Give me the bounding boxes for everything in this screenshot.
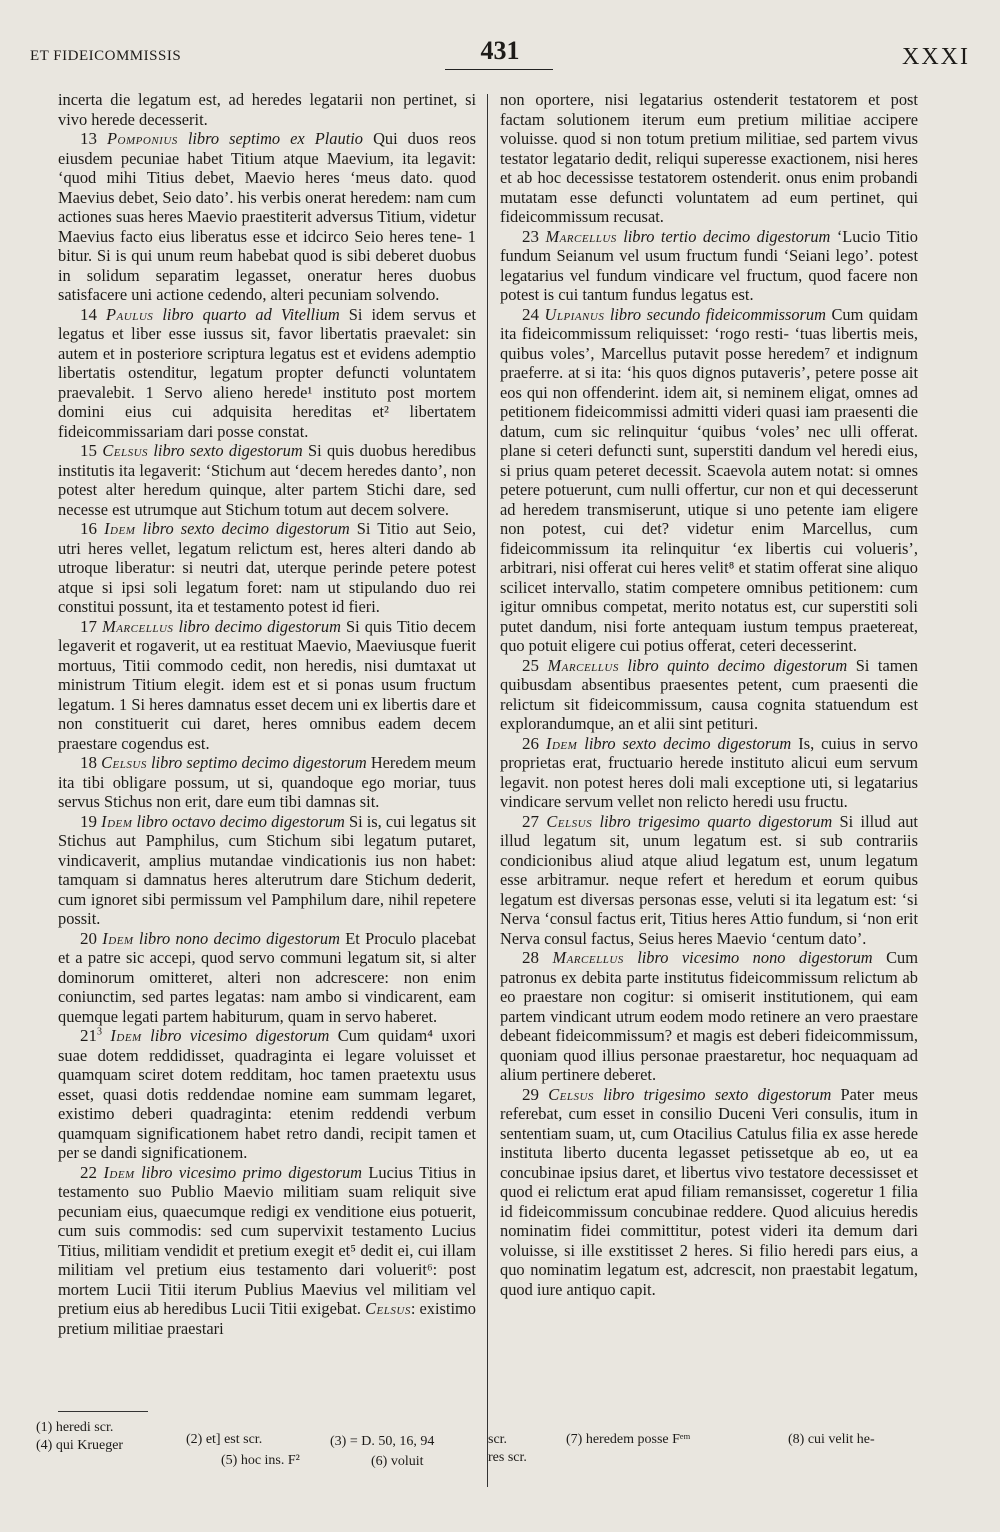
- section-number: 2: [679, 1240, 688, 1260]
- section-number: 1: [119, 694, 128, 714]
- fragment-number: 27: [522, 811, 539, 831]
- fragment-source: libro nono decimo digestorum: [138, 928, 340, 948]
- fragment-text: Si tamen quibusdam absentibus praesentes petent, cum praesenti die relictum sit fideicommissum, causa cognita statuendum est explorandumque, an et alii sint petituri.: [500, 655, 918, 733]
- continuation-text: non oportere, nisi legatarius ostenderit testatorem et post factam solutionem iterum eum pretium militiae accipere voluisse. quod si non totum pretium militiae, sed partem vivus testator legatario dedit, reliqui superesse exactionem, nisi heres et ab hoc decessisse testatorem ostenderit. onus enim probandi mutatam esse defuncti voluntatem ad eum pertinet, qui fideicommissum recusat.: [500, 90, 918, 226]
- fragment-author: Idem: [103, 1162, 135, 1182]
- footnotes-left: [36, 1420, 481, 1480]
- fragment-source: libro sexto decimo digestorum: [142, 519, 350, 538]
- fragment-number: 19: [80, 811, 97, 831]
- fragment-author: Idem: [102, 928, 134, 948]
- section-text: Si heres damnatus esset decem uni ex libertis dare et non constituerit cui daret, heres omnibus eadem decem praestare cogendus est.: [58, 694, 476, 753]
- footnote-6-cont: scr.: [488, 1432, 508, 1447]
- section-text: Servo alieno herede¹ instituto post mortem domini eius cui adquisita hereditas et² libertatem fideicommissariam dari posse constat.: [58, 382, 476, 441]
- fragment-text: Si idem servus et legatus et liber esse iussus sit, favor libertatis praevalet: sin autem et in posteriore scriptura legatus est et evidens ademptio libertatis ostenditur, legatum propter defuncti voluntatem praevalebit.: [58, 304, 477, 402]
- fragment-20: [58, 929, 476, 1027]
- continuation-text: incerta die legatum est, ad heredes legatarii non pertinet, si vivo herede decesserit.: [58, 90, 476, 129]
- fragment-source: libro quarto ad Vitellium: [162, 304, 340, 324]
- fragment-author: Marcellus: [547, 655, 619, 675]
- fragment-source: libro quinto decimo digestorum: [627, 655, 848, 675]
- fragment-17: [58, 617, 476, 754]
- column-divider: [487, 94, 488, 1487]
- fragment-number: 18: [80, 753, 97, 772]
- fragment-16: [58, 519, 476, 617]
- footnote-4: (4) qui Krueger: [36, 1438, 124, 1453]
- fragment-text: Lucius Titius in testamento suo Publio Maevio militiam suam reliquit sive pecuniam eius, quaecumque redigi ex venditione eius potuerit, cum suis commodis: sed cum supervixit testamento Lucius Titius, militiam vendidit et pretium exegit et⁵ dedit ei, cui illam militiam vel pretium eius testamento dari voluerit⁶: post mortem Lucii Titii iterum Publius Maevius vel militiam vel pretium eius ab heredibus Lucii Titii exigebat.: [58, 1162, 477, 1318]
- fragment-tail-text: : existimo pretium militiae praestari: [58, 1299, 476, 1338]
- section-text: heres. Si filio heredi pars eius, a quo nominatim legatum est, adcrescit, non praestabit legatum, quod iure antiquo capit.: [500, 1240, 918, 1299]
- section-number: 1: [145, 382, 154, 402]
- fragment-text: Cum patronus ex debita parte institutus fideicommissum relictum ab eo praestare non cogitur: si omiserit institutionem, qui eam partem vindicant utrum eodem modo retinere an vero praestare debeant fideicommissum? et magis est deberi fideicommissum, quoniam quod illius personae praestaretur, hoc nequaquam ad alium pertinere deberet.: [500, 948, 918, 1084]
- fragment-14: [58, 305, 476, 442]
- fragment-22: [58, 1163, 476, 1339]
- fragment-number: 14: [80, 304, 97, 324]
- fragment-24: [500, 305, 918, 656]
- fragment-number: 22: [80, 1162, 97, 1182]
- fragment-text: Si illud aut illud legatum sit, unum legatum est. si sub contrariis condicionibus aliud atque aliud legatum est, unum legatum esse arbitramur. neque refert et heredum et eorum quibus legatum est diversas personas esse, veluti si ita legatum est: ‘si Nerva ‘consul factus erit, Titius heres Attio fundum, si ‘non erit Nerva consul factus, Seius heres Maevio ‘centum dato’.: [500, 811, 918, 948]
- fragment-text: Qui duos reos eiusdem pecuniae habet Titium atque Maevium, ita legavit: ‘quod mihi Titius debet, Maevio heres ‘meus dato. quod Maevius debet, Seio dato’. his verbis onerat heredem: nam cum actiones suas heres Maevio praestiterit adversus Titium, videtur Maevius facto eius liberatus esse et idcirco Seio heres tene-: [58, 129, 476, 246]
- section-number: 1: [878, 1182, 887, 1201]
- fragment-source: libro octavo decimo digestorum: [136, 811, 345, 831]
- fragment-source: libro vicesimo nono digestorum: [637, 948, 873, 967]
- right-column: [500, 90, 918, 1299]
- fragment-26: [500, 734, 918, 812]
- fragment-text: Cum quidam⁴ uxori suae dotem reddidisset, quadraginta ei legare voluisset et quamquam sciret dotem redditam, hoc tamen praetextu usus esset, quasi dotis reddendae nomine eam summam legaret, existimo deberi quadraginta: etenim reddendi verbum quamquam significationem habet retro dandi, recipit tamen et per se dandi significationem.: [58, 1026, 476, 1162]
- running-head: [30, 36, 970, 76]
- fragment-author: Idem: [104, 519, 136, 538]
- fragment-text: Si quis Titio decem legaverit et rogaverit, ut ea restituat Maevio, Maeviusque fuerit mortuus, Titii commodo cedit, non heredis, nisi dumtaxat ut ministrum Titium elegit. idem est et si ponas usum fructum legatum.: [58, 616, 476, 714]
- fragment-tail-author: Celsus: [365, 1299, 411, 1318]
- fragment-author: Celsus: [101, 753, 147, 772]
- fragment-source: libro trigesimo sexto digestorum: [603, 1084, 832, 1104]
- fragment-13: [58, 129, 476, 305]
- fragment-text: ‘Lucio Titio fundum Seianum vel usum fructum fundi ‘Seiani lego’. potest legatarius vel fundum vindicare vel fructum, quod facere non potest is cui tantum fundus legatus est.: [500, 226, 918, 304]
- fragment-source: libro sexto decimo digestorum: [584, 733, 792, 753]
- fragment-text: Si quis duobus heredibus institutis ita legaverit: ‘Stichum aut ‘decem heredes danto’, non potest alter heredum quinque, alter partem Stichi dare, sed necesse est utrumque aut Stichum totum aut decem solvere.: [58, 441, 476, 519]
- section-text: bitur. Si is qui unum reum habebat quod is sibi deberet duobus in solidum separatim legasset, oneratur heres duobus satisfacere uni actione cedendo, alteri pecuniam solvendo.: [58, 246, 476, 304]
- fragment-21: [58, 1026, 476, 1163]
- fragment-author: Paulus: [106, 304, 154, 324]
- fragment-number: 15: [80, 441, 97, 460]
- fragment-source: libro decimo digestorum: [178, 616, 341, 636]
- fragment-number: 28: [522, 948, 539, 967]
- fragment-source: libro trigesimo quarto digestorum: [599, 811, 833, 831]
- fragment-author: Celsus: [102, 441, 149, 460]
- fragment-27: [500, 812, 918, 949]
- fragment-text: Si Titio aut Seio, utri heres vellet, legatum relictum est, heres alteri dando ab utroque liberatur: si neutri dat, uterque perinde petere potest atque si ipsi soli legatum foret: nam ut stipulando duo rei constitui possunt, ita et testamento potest id fieri.: [58, 519, 476, 616]
- fragment-number: 29: [522, 1084, 539, 1104]
- footnote-5: (5) hoc ins. F²: [221, 1453, 300, 1468]
- footnote-marker: 3: [97, 1026, 102, 1038]
- footnote-6: (6) voluit: [371, 1454, 424, 1469]
- fragment-text: Is, cuius in servo proprietas erat, fructuario herede instituto alicui eum servum legavit. non potest heres doli mali exceptione uti, si legatarius vindicare servum vellet non relicto heredi usu fructu.: [500, 733, 918, 811]
- fragment-author: Ulpianus: [544, 304, 605, 324]
- fragment-author: Idem: [545, 733, 578, 753]
- fragment-source: libro sexto digestorum: [153, 441, 303, 460]
- fragment-25: [500, 656, 918, 734]
- fragment-source: libro septimo ex Plautio: [187, 129, 364, 148]
- fragment-18: [58, 753, 476, 812]
- footnotes-right: [488, 1432, 958, 1472]
- footnote-8-cont: res scr.: [488, 1450, 527, 1465]
- fragment-author: Idem: [101, 811, 133, 831]
- footnote-rule: [58, 1411, 148, 1412]
- fragment-29: [500, 1085, 918, 1300]
- fragment-text: Heredem meum ita tibi obligare possum, ut si, quandoque ego moriar, tuus servus Stichus non erit, dare eum tibi damnas sit.: [58, 753, 476, 811]
- footnote-3: (3) = D. 50, 16, 94: [330, 1434, 435, 1449]
- page-number: 431: [480, 36, 520, 65]
- fragment-text: Cum quidam ita fideicommissum reliquisset: ‘rogo resti- ‘tuas libertis meis, quibus voles’, Marcellus putavit posse heredem⁷ et indignum praeferre. at si ita: ‘his quos dignos putaveris’, petere posse ait eos qui non offenderint. idem ait, si neminem eligat, omnes ad petitionem fideicommissi admitti videri quasi iam praesenti die datum, cum sic relinquitur ‘quibus ‘voles’ nec ulli offerat. plane si ceteri defuncti sunt, superstiti dandum vel heredi eius, si prius quam peteret decessit. Scaevola autem notat: si omnes petere potuerunt, cum nulli offertur, cur non et qui decesserunt ad heredem transmiserunt, utique si uno petente iam eligere non potest, cui det? videtur enim Marcellus, cum fideicommissum ita relinquitur ‘ex libertis cui volueris’, arbitrari, nisi offerat cui heres velit⁸ et statim offerat sine aliquo scilicet intervallo, statim competere omnibus petitionem: cum igitur omnibus competat, merito notatus est, cur superstiti soli putet dandum, nisi forte antequam iustum tempus praetereat, quo potuit eligere cui potius offerat, ceteri decesserint.: [500, 304, 918, 655]
- fragment-text: Et Proculo placebat et a patre sic accepi, quod servo communi legatum sit, si alter dominorum omitteret, alteri non adcrescere: non enim coniunctim, sed partes legatas: nam ambo si vindicarent, eam quemque legati partem habiturum, quam in servo haberet.: [58, 928, 476, 1026]
- footnote-7: (7) heredem posse Fᵉᵐ: [566, 1432, 691, 1447]
- fragment-number: 26: [522, 733, 539, 753]
- footnote-1: (1) heredi scr.: [36, 1420, 114, 1435]
- fragment-author: Marcellus: [545, 226, 617, 246]
- fragment-source: libro secundo fideicommissorum: [609, 304, 826, 324]
- footnote-2: (2) et] est scr.: [186, 1432, 263, 1447]
- left-column: [58, 90, 476, 1338]
- fragment-text: Si is, cui legatus sit Stichus aut Pamphilus, cum Stichum sibi legatum putaret, vindicaverit, amplius mutandae vindicationis ius non habet: tamquam si damnatus heres alterutrum dare Stichum dederit, cum ignoret sibi permissum vel Pamphilum dare, nihil repetere possit.: [58, 811, 476, 928]
- fragment-number: 24: [522, 304, 539, 324]
- fragment-15: [58, 441, 476, 519]
- fragment-source: libro vicesimo digestorum: [150, 1026, 330, 1045]
- fragment-number: 25: [522, 655, 539, 675]
- running-head-book: XXXI: [902, 44, 970, 70]
- fragment-author: Marcellus: [552, 948, 624, 967]
- fragment-text: Pater meus referebat, cum esset in consilio Duceni Veri consulis, itum in sententiam suam, ut, cum Otacilius Catulus filia ex asse herede instituta liberto ducenta legasset petissetque ab eo, ut ea concubinae ipsius daret, et libertus vivo testatore decessisset et quod ei relictum erat apud filiam remansisset, cogeretur: [500, 1084, 918, 1201]
- fragment-author: Celsus: [548, 1084, 594, 1104]
- fragment-source: libro tertio decimo digestorum: [623, 226, 831, 246]
- fragment-author: Marcellus: [102, 616, 174, 636]
- section-text: filia id fideicommissum concubinae reddere. Quod alicuius heredis nominatim fidei committitur, potest videri ita demum dari voluisse, si ille exstitisset: [500, 1182, 918, 1260]
- fragment-number: 20: [80, 928, 97, 948]
- fragment-number: 13: [80, 129, 97, 148]
- running-head-title: ET FIDEICOMMISSIS: [30, 48, 182, 64]
- fragment-author: Pomponius: [107, 129, 178, 148]
- fragment-source: libro septimo decimo digestorum: [150, 753, 367, 772]
- fragment-28: [500, 948, 918, 1085]
- fragment-source: libro vicesimo primo digestorum: [141, 1162, 362, 1182]
- footnote-8: (8) cui velit he-: [788, 1432, 875, 1447]
- fragment-23: [500, 227, 918, 305]
- section-number: 1: [467, 226, 476, 246]
- fragment-author: Celsus: [546, 811, 593, 831]
- header-rule: [445, 69, 553, 70]
- fragment-number: 21: [80, 1026, 97, 1045]
- fragment-number: 23: [522, 226, 539, 246]
- fragment-number: 16: [80, 519, 97, 538]
- fragment-19: [58, 812, 476, 929]
- fragment-number: 17: [80, 616, 97, 636]
- fragment-author: Idem: [110, 1026, 142, 1045]
